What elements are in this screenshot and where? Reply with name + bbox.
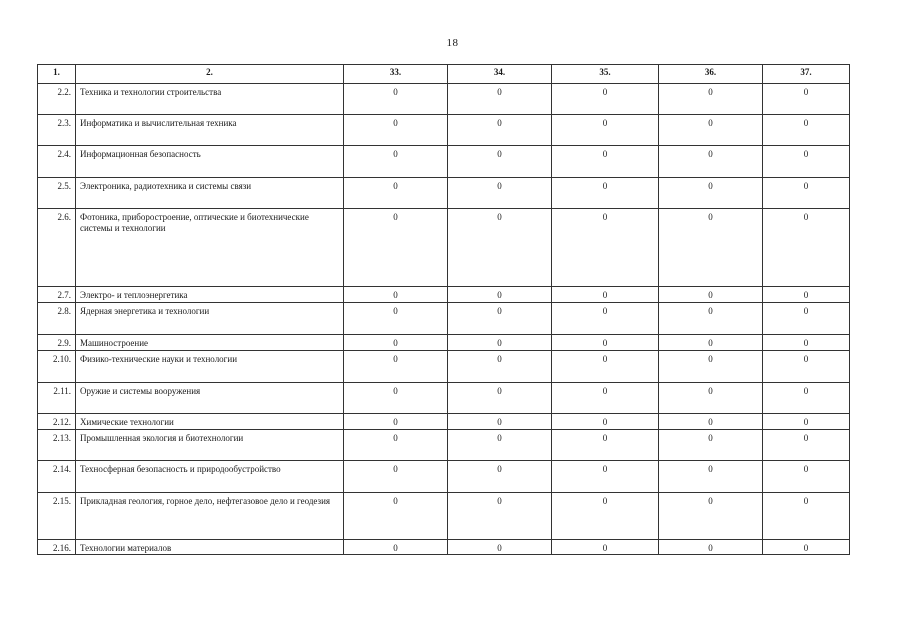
table-row bbox=[38, 461, 850, 493]
row-name-cell: Электро- и теплоэнергетика bbox=[76, 287, 344, 303]
row-number-cell: 2.15. bbox=[38, 493, 76, 540]
value-cell: 0 bbox=[659, 146, 763, 178]
value-cell: 0 bbox=[344, 335, 448, 351]
row-number-cell: 2.2. bbox=[38, 84, 76, 115]
value-cell: 0 bbox=[552, 115, 659, 146]
value-cell: 0 bbox=[552, 209, 659, 287]
value-cell: 0 bbox=[659, 351, 763, 383]
row-name-cell: Техника и технологии строительства bbox=[76, 84, 344, 115]
value-cell: 0 bbox=[448, 383, 552, 414]
value-cell: 0 bbox=[659, 383, 763, 414]
value-cell: 0 bbox=[344, 178, 448, 209]
row-name-cell: Машиностроение bbox=[76, 335, 344, 351]
row-number-cell: 2.14. bbox=[38, 461, 76, 493]
table-row bbox=[38, 209, 850, 287]
value-cell: 0 bbox=[763, 351, 850, 383]
table-row bbox=[38, 414, 850, 430]
table-row bbox=[38, 540, 850, 555]
value-cell: 0 bbox=[659, 303, 763, 335]
row-name-cell: Оружие и системы вооружения bbox=[76, 383, 344, 414]
value-cell: 0 bbox=[344, 84, 448, 115]
value-cell: 0 bbox=[763, 335, 850, 351]
value-cell: 0 bbox=[552, 493, 659, 540]
value-cell: 0 bbox=[659, 414, 763, 430]
table-row bbox=[38, 303, 850, 335]
value-cell: 0 bbox=[552, 146, 659, 178]
column-header: 36. bbox=[659, 65, 763, 84]
row-number-cell: 2.10. bbox=[38, 351, 76, 383]
value-cell: 0 bbox=[659, 461, 763, 493]
data-table bbox=[37, 64, 850, 555]
column-header: 37. bbox=[763, 65, 850, 84]
value-cell: 0 bbox=[763, 178, 850, 209]
row-number-cell: 2.5. bbox=[38, 178, 76, 209]
row-number-cell: 2.13. bbox=[38, 430, 76, 461]
row-name-cell: Техносферная безопасность и природообустройство bbox=[76, 461, 344, 493]
table-row bbox=[38, 383, 850, 414]
column-header: 1. bbox=[38, 65, 76, 84]
table-row bbox=[38, 146, 850, 178]
row-number-cell: 2.6. bbox=[38, 209, 76, 287]
row-name-cell: Химические технологии bbox=[76, 414, 344, 430]
value-cell: 0 bbox=[659, 178, 763, 209]
table-row bbox=[38, 351, 850, 383]
value-cell: 0 bbox=[659, 430, 763, 461]
value-cell: 0 bbox=[448, 287, 552, 303]
value-cell: 0 bbox=[344, 146, 448, 178]
value-cell: 0 bbox=[552, 414, 659, 430]
value-cell: 0 bbox=[552, 335, 659, 351]
row-name-cell: Ядерная энергетика и технологии bbox=[76, 303, 344, 335]
value-cell: 0 bbox=[552, 540, 659, 555]
row-name-cell: Информатика и вычислительная техника bbox=[76, 115, 344, 146]
table-row bbox=[38, 178, 850, 209]
value-cell: 0 bbox=[344, 540, 448, 555]
value-cell: 0 bbox=[763, 493, 850, 540]
value-cell: 0 bbox=[763, 287, 850, 303]
value-cell: 0 bbox=[344, 115, 448, 146]
table-row bbox=[38, 84, 850, 115]
row-number-cell: 2.11. bbox=[38, 383, 76, 414]
value-cell: 0 bbox=[448, 209, 552, 287]
value-cell: 0 bbox=[344, 493, 448, 540]
value-cell: 0 bbox=[659, 540, 763, 555]
value-cell: 0 bbox=[552, 303, 659, 335]
row-number-cell: 2.9. bbox=[38, 335, 76, 351]
value-cell: 0 bbox=[344, 383, 448, 414]
value-cell: 0 bbox=[344, 461, 448, 493]
table-row bbox=[38, 287, 850, 303]
row-number-cell: 2.4. bbox=[38, 146, 76, 178]
value-cell: 0 bbox=[448, 115, 552, 146]
value-cell: 0 bbox=[344, 287, 448, 303]
table-row bbox=[38, 335, 850, 351]
row-name-cell: Промышленная экология и биотехнологии bbox=[76, 430, 344, 461]
row-name-cell: Информационная безопасность bbox=[76, 146, 344, 178]
value-cell: 0 bbox=[552, 383, 659, 414]
column-header: 33. bbox=[344, 65, 448, 84]
row-number-cell: 2.12. bbox=[38, 414, 76, 430]
table-row bbox=[38, 115, 850, 146]
table-header-row bbox=[38, 65, 850, 84]
row-number-cell: 2.3. bbox=[38, 115, 76, 146]
value-cell: 0 bbox=[448, 351, 552, 383]
column-header: 34. bbox=[448, 65, 552, 84]
value-cell: 0 bbox=[448, 84, 552, 115]
value-cell: 0 bbox=[552, 84, 659, 115]
table-row bbox=[38, 430, 850, 461]
value-cell: 0 bbox=[344, 430, 448, 461]
value-cell: 0 bbox=[552, 178, 659, 209]
value-cell: 0 bbox=[763, 414, 850, 430]
value-cell: 0 bbox=[763, 146, 850, 178]
value-cell: 0 bbox=[344, 351, 448, 383]
value-cell: 0 bbox=[763, 461, 850, 493]
value-cell: 0 bbox=[763, 430, 850, 461]
value-cell: 0 bbox=[659, 115, 763, 146]
value-cell: 0 bbox=[448, 303, 552, 335]
value-cell: 0 bbox=[763, 383, 850, 414]
value-cell: 0 bbox=[344, 209, 448, 287]
row-name-cell: Прикладная геология, горное дело, нефтегазовое дело и геодезия bbox=[76, 493, 344, 540]
value-cell: 0 bbox=[763, 303, 850, 335]
value-cell: 0 bbox=[763, 209, 850, 287]
value-cell: 0 bbox=[552, 351, 659, 383]
value-cell: 0 bbox=[552, 287, 659, 303]
value-cell: 0 bbox=[448, 540, 552, 555]
value-cell: 0 bbox=[344, 414, 448, 430]
column-header: 35. bbox=[552, 65, 659, 84]
table-body bbox=[38, 84, 850, 555]
page-number: 18 bbox=[446, 37, 459, 49]
row-name-cell: Физико-технические науки и технологии bbox=[76, 351, 344, 383]
column-header: 2. bbox=[76, 65, 344, 84]
value-cell: 0 bbox=[659, 287, 763, 303]
row-name-cell: Технологии материалов bbox=[76, 540, 344, 555]
value-cell: 0 bbox=[448, 178, 552, 209]
value-cell: 0 bbox=[448, 335, 552, 351]
value-cell: 0 bbox=[763, 540, 850, 555]
row-number-cell: 2.16. bbox=[38, 540, 76, 555]
value-cell: 0 bbox=[659, 335, 763, 351]
value-cell: 0 bbox=[448, 461, 552, 493]
value-cell: 0 bbox=[448, 493, 552, 540]
value-cell: 0 bbox=[552, 430, 659, 461]
value-cell: 0 bbox=[763, 115, 850, 146]
value-cell: 0 bbox=[448, 430, 552, 461]
value-cell: 0 bbox=[659, 209, 763, 287]
value-cell: 0 bbox=[448, 414, 552, 430]
row-name-cell: Фотоника, приборостроение, оптические и биотехнические системы и технологии bbox=[76, 209, 344, 287]
value-cell: 0 bbox=[552, 461, 659, 493]
table-row bbox=[38, 493, 850, 540]
row-number-cell: 2.8. bbox=[38, 303, 76, 335]
value-cell: 0 bbox=[344, 303, 448, 335]
value-cell: 0 bbox=[659, 493, 763, 540]
row-number-cell: 2.7. bbox=[38, 287, 76, 303]
value-cell: 0 bbox=[659, 84, 763, 115]
value-cell: 0 bbox=[448, 146, 552, 178]
row-name-cell: Электроника, радиотехника и системы связи bbox=[76, 178, 344, 209]
value-cell: 0 bbox=[763, 84, 850, 115]
